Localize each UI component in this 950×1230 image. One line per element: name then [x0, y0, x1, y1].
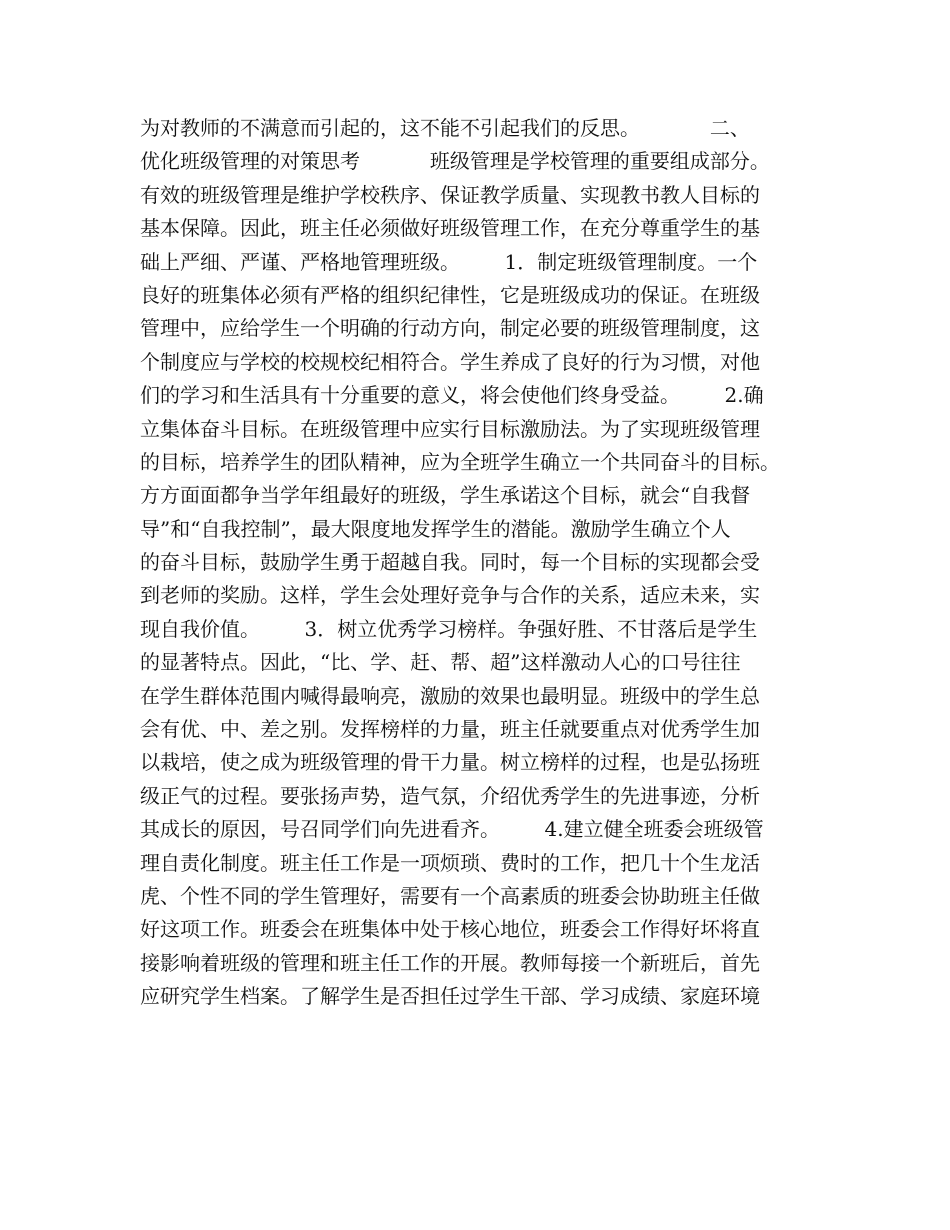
text-line: 应研究学生档案。了解学生是否担任过学生干部、学习成绩、家庭环境 [140, 984, 760, 1009]
text-line: 良好的班集体必须有严格的组织纪律性，它是班级成功的保证。在班级 [140, 282, 760, 307]
text-line: 基本保障。因此，班主任必须做好班级管理工作，在充分尊重学生的基 [140, 216, 760, 241]
text-line: 级正气的过程。要张扬声势，造气氛，介绍优秀学生的先进事迹，分析 [140, 783, 760, 808]
text-line: 管理中，应给学生一个明确的行动方向，制定必要的班级管理制度，这 [140, 316, 760, 341]
text-line: 虎、个性不同的学生管理好，需要有一个高素质的班委会协助班主任做 [140, 883, 760, 908]
text-line: 接影响着班级的管理和班主任工作的开展。教师每接一个新班后，首先 [140, 950, 760, 975]
text-line: 其成长的原因，号召同学们向先进看齐。 4.建立健全班委会班级管 [140, 817, 764, 842]
text-line: 个制度应与学校的校规校纪相符合。学生养成了良好的行为习惯，对他 [140, 349, 760, 374]
text-line: 有效的班级管理是维护学校秩序、保证教学质量、实现教书教人目标的 [140, 182, 760, 207]
text-line: 优化班级管理的对策思考 班级管理是学校管理的重要组成部分。 [140, 149, 770, 174]
text-line: 好这项工作。班委会在班集体中处于核心地位，班委会工作得好坏将直 [140, 917, 760, 942]
text-line: 会有优、中、差之别。发挥榜样的力量，班主任就要重点对优秀学生加 [140, 717, 760, 742]
text-line: 的奋斗目标，鼓励学生勇于超越自我。同时，每一个目标的实现都会受 [140, 550, 760, 575]
text-line: 导”和“自我控制”，最大限度地发挥学生的潜能。激励学生确立个人 [140, 516, 731, 541]
text-line: 理自责化制度。班主任工作是一项烦琐、费时的工作，把几十个生龙活 [140, 850, 760, 875]
text-line: 们的学习和生活具有十分重要的意义，将会使他们终身受益。 2.确 [140, 383, 764, 408]
text-line: 础上严细、严谨、严格地管理班级。 1．制定班级管理制度。一个 [140, 249, 758, 274]
text-line: 的显著特点。因此，“比、学、赶、帮、超”这样激动人心的口号往往 [140, 650, 741, 675]
text-line: 方方面面都争当学年组最好的班级，学生承诺这个目标，就会“自我督 [140, 483, 751, 508]
body-text [140, 112, 820, 1014]
text-line: 以栽培，使之成为班级管理的骨干力量。树立榜样的过程，也是弘扬班 [140, 750, 760, 775]
text-line: 为对教师的不满意而引起的，这不能不引起我们的反思。 二、 [140, 116, 750, 140]
text-line: 到老师的奖励。这样，学生会处理好竞争与合作的关系，适应未来，实 [140, 583, 760, 608]
text-line: 在学生群体范围内喊得最响亮，激励的效果也最明显。班级中的学生总 [140, 683, 760, 708]
text-line: 的目标，培养学生的团队精神，应为全班学生确立一个共同奋斗的目标。 [140, 449, 780, 474]
text-line: 现自我价值。 3．树立优秀学习榜样。争强好胜、不甘落后是学生 [140, 616, 758, 641]
text-line: 立集体奋斗目标。在班级管理中应实行目标激励法。为了实现班级管理 [140, 416, 760, 441]
